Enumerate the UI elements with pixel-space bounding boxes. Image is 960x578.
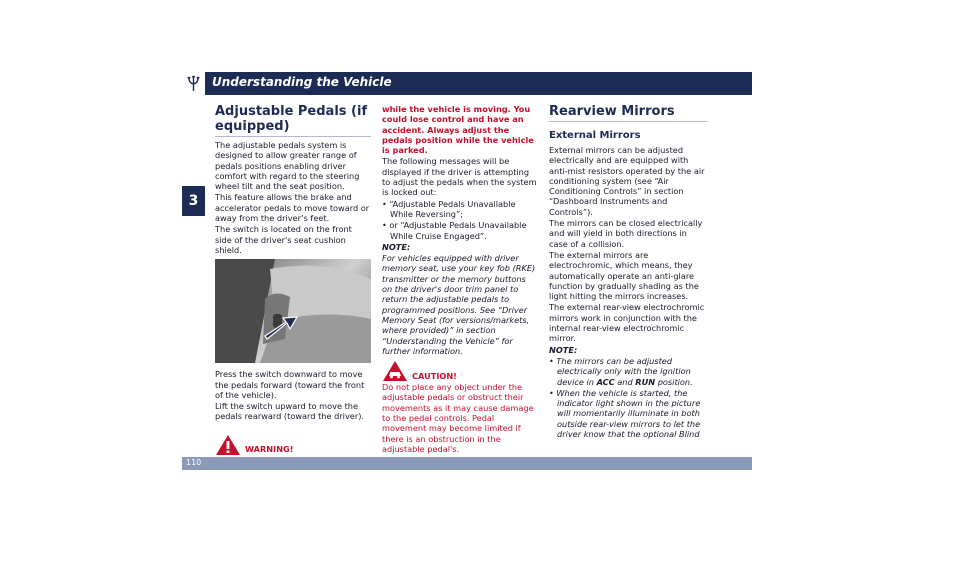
header-title: Understanding the Vehicle xyxy=(212,75,392,89)
column-3 xyxy=(549,104,707,440)
run-keyword: RUN xyxy=(635,376,656,387)
column-1 xyxy=(215,104,371,467)
trident-logo-icon xyxy=(182,72,205,95)
paragraph: The external rear-view electrochromic mirrors work in conjunction with the internal rear-view electrochromic mirror. xyxy=(549,302,705,344)
warning-text-continued: while the vehicle is moving. You could lose control and have an accident. Always adjust the pedals position while the vehicle is parked. xyxy=(382,104,534,156)
page-number: 110 xyxy=(186,458,202,467)
caution-label: CAUTION! xyxy=(412,370,457,381)
acc-keyword: ACC xyxy=(596,376,615,387)
page-footer xyxy=(182,457,752,470)
warning-label: WARNING! xyxy=(245,444,294,455)
column-2 xyxy=(382,104,538,455)
caution-heading xyxy=(382,360,538,382)
paragraph: External mirrors can be adjusted electrically and are equipped with anti-mist resistors operated by the air conditioning system (see “Air Conditioning Controls” in section “Dashboard Instruments and Controls”). xyxy=(549,145,705,217)
subsection-title-external-mirrors: External Mirrors xyxy=(549,130,641,141)
note-label: NOTE: xyxy=(382,241,411,252)
section-title-rearview-mirrors: Rearview Mirrors xyxy=(549,104,707,122)
bullet-item: • or “Adjustable Pedals Unavailable While Cruise Engaged”. xyxy=(382,220,527,241)
paragraph: The switch is located on the front side of the driver's seat cushion shield. xyxy=(215,224,352,255)
paragraph: The following messages will be displayed if the driver is attempting to adjust the pedals when the system is locked out: xyxy=(382,156,537,198)
bullet-text: • The mirrors can be adjusted electrically only with the ignition device in xyxy=(549,355,691,387)
warning-heading xyxy=(215,434,371,456)
chapter-header xyxy=(182,72,752,95)
paragraph: Press the switch downward to move the pedals forward (toward the front of the vehicle). xyxy=(215,369,365,400)
note-text: For vehicles equipped with driver memory seat, use your key fob (RKE) transmitter or the memory buttons on the driver's door trim panel to return the adjustable pedals to programmed positions. See “Driver Memory Seat (for versions/markets, where provided)” in section “Understanding the Vehicle” for further information. xyxy=(382,253,536,356)
paragraph: Lift the switch upward to move the pedals rearward (toward the driver). xyxy=(215,401,365,422)
bullet-text: and xyxy=(614,376,636,387)
section-title-adjustable-pedals: Adjustable Pedals (if equipped) xyxy=(215,104,371,137)
seat-photo-illustration xyxy=(215,259,371,363)
paragraph: The external mirrors are electrochromic, which means, they automatically operate an anti-glare function by gradually shading as the light hitting the mirrors increases. xyxy=(549,249,699,302)
paragraph: This feature allows the brake and accelerator pedals to move toward or away from the driver’s feet. xyxy=(215,192,370,224)
caution-car-icon xyxy=(382,360,408,382)
seat-switch-photo xyxy=(215,259,371,363)
paragraph: The mirrors can be closed electrically and will yield in both directions in case of a collision. xyxy=(549,218,703,249)
bullet-text: position. xyxy=(655,376,693,387)
note-label: NOTE: xyxy=(549,344,578,355)
bullet-item: • When the vehicle is started, the indicator light shown in the picture will momentarily illuminate in both outside rear-view mirrors to let the driver know that the optional Blind xyxy=(549,387,701,440)
side-strip xyxy=(182,95,205,457)
paragraph: The adjustable pedals system is designed to allow greater range of pedals positions enabling driver comfort with regard to the steering wheel tilt and the seat position. xyxy=(215,140,360,192)
bullet-item: • “Adjustable Pedals Unavailable While Reversing”; xyxy=(382,198,516,219)
chapter-tab: 3 xyxy=(182,186,205,216)
bullet-item xyxy=(549,356,707,387)
warning-triangle-icon xyxy=(215,434,241,456)
caution-text: Do not place any object under the adjustable pedals or obstruct their movements as it may cause damage to the pedal controls. Pedal movement may become limited if there is an obstruction in the adjustable pedal's. xyxy=(382,382,534,454)
